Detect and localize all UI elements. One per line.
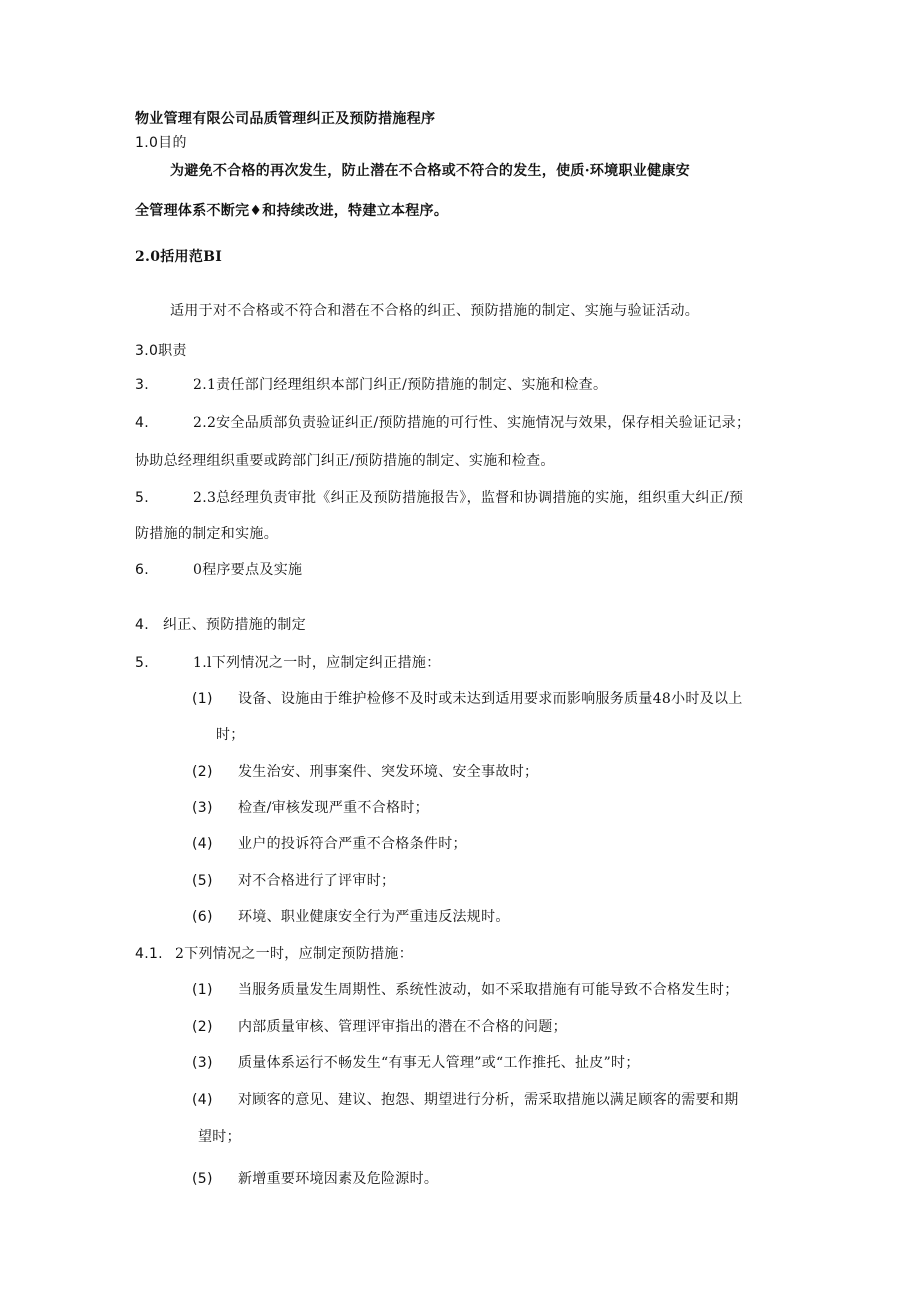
clause-number: 5.: [135, 655, 149, 671]
item-number: 5.: [135, 490, 149, 506]
item-label: (3): [192, 800, 213, 816]
item-text: 防措施的制定和实施。: [135, 526, 278, 542]
item-text: 检查/审核发现严重不合格时；: [238, 800, 429, 816]
item-text: 2.1责任部门经理组织本部门纠正/预防措施的制定、实施和检查。: [193, 377, 608, 393]
item-text: 时；: [216, 727, 245, 743]
item-label: (4): [192, 1092, 213, 1108]
responsibility-item-continued: [135, 524, 278, 544]
responsibility-item: [135, 488, 743, 508]
corrective-item: [192, 798, 429, 818]
responsibility-item: [135, 413, 750, 433]
item-label: (2): [192, 764, 213, 780]
item-text: 发生治安、刑事案件、突发环境、安全事故时；: [238, 764, 539, 780]
section-2-paragraph: 适用于对不合格或不符合和潜在不合格的纠正、预防措施的制定、实施与验证活动。: [170, 303, 700, 319]
item-label: (6): [192, 909, 213, 925]
clause-number: 4.1.: [135, 946, 163, 962]
item-text: 质量体系运行不畅发生“有事无人管理”或“工作推托、扯皮”时；: [238, 1055, 640, 1071]
item-text: 0程序要点及实施: [193, 562, 303, 578]
heading-text: 纠正、预防措施的制定: [163, 617, 306, 633]
item-text: 业户的投诉符合严重不合格条件时；: [238, 836, 467, 852]
item-number: 3.: [135, 377, 149, 393]
item-text: 协助总经理组织重要或跨部门纠正/预防措施的制定、实施和检查。: [135, 453, 555, 469]
item-text: 设备、设施由于维护检修不及时或未达到适用要求而影响服务质量48小时及以上: [238, 691, 743, 707]
item-text: 2.2安全品质部负责验证纠正/预防措施的可行性、实施情况与效果，保存相关验证记录；: [193, 415, 751, 431]
item-text: 新增重要环境因素及危险源时。: [238, 1171, 439, 1187]
section-2-heading: 2.0括用范BI: [135, 249, 223, 265]
responsibility-item: [135, 560, 302, 580]
corrective-item: [192, 871, 395, 891]
item-label: (4): [192, 836, 213, 852]
corrective-clause: [135, 653, 441, 673]
section-1-paragraph-line-1: 为避免不合格的再次发生，防止潜在不合格或不符合的发生，使质·环境职业健康安: [170, 163, 690, 179]
section-4-heading: [135, 615, 306, 635]
item-text: 对不合格进行了评审时；: [238, 873, 396, 889]
item-text: 对顾客的意见、建议、抱怨、期望进行分析，需采取措施以满足顾客的需要和期: [238, 1092, 739, 1108]
item-label: (5): [192, 1171, 213, 1187]
corrective-item: [192, 907, 510, 927]
item-number: 6.: [135, 562, 149, 578]
item-label: (2): [192, 1019, 213, 1035]
section-3-heading: 3.0职责: [135, 343, 187, 359]
clause-text: 1.l下列情况之一时，应制定纠正措施：: [193, 655, 441, 671]
preventive-item: [192, 980, 739, 1000]
item-text: 2.3总经理负责审批《纠正及预防措施报告》，监督和协调措施的实施，组织重大纠正/预: [193, 490, 744, 506]
clause-text: 2下列情况之一时，应制定预防措施：: [175, 946, 414, 962]
section-1-heading: 1.0目的: [135, 135, 187, 151]
responsibility-item: [135, 375, 607, 395]
heading-number: 4.: [135, 617, 149, 633]
item-label: (1): [192, 691, 213, 707]
corrective-item: [192, 689, 743, 709]
item-label: (5): [192, 873, 213, 889]
section-1-paragraph-line-2: 全管理体系不断完♦和持续改进，特建立本程序。: [135, 203, 449, 219]
preventive-item-continued: [198, 1127, 241, 1147]
preventive-item: [192, 1090, 739, 1110]
item-label: (3): [192, 1055, 213, 1071]
corrective-item: [192, 834, 467, 854]
item-label: (1): [192, 982, 213, 998]
preventive-item: [192, 1017, 567, 1037]
item-text: 望时；: [198, 1129, 241, 1145]
responsibility-item-continued: [135, 451, 555, 471]
corrective-item: [192, 762, 538, 782]
document-title: 物业管理有限公司品质管理纠正及预防措施程序: [135, 111, 436, 127]
corrective-item-continued: [216, 725, 245, 745]
item-text: 环境、职业健康安全行为严重违反法规时。: [238, 909, 510, 925]
preventive-item: [192, 1169, 438, 1189]
preventive-clause: [135, 944, 413, 964]
item-text: 当服务质量发生周期性、系统性波动，如不采取措施有可能导致不合格发生时；: [238, 982, 739, 998]
item-number: 4.: [135, 415, 149, 431]
item-text: 内部质量审核、管理评审指出的潜在不合格的问题；: [238, 1019, 567, 1035]
preventive-item: [192, 1053, 640, 1073]
